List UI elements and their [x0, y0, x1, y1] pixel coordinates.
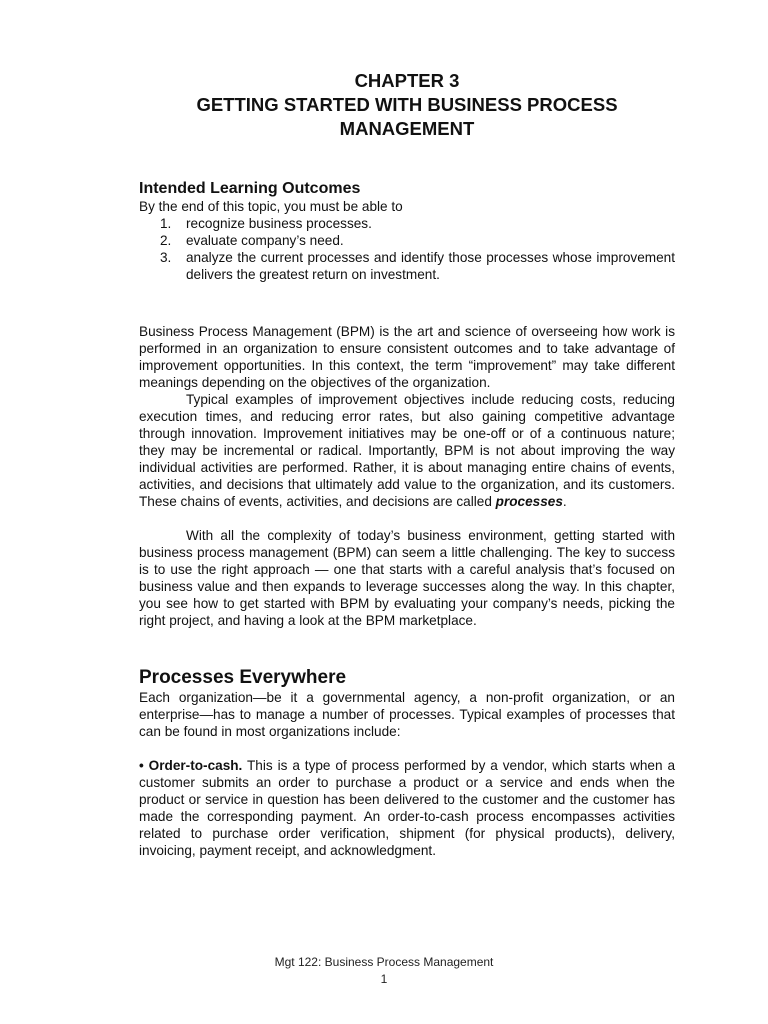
processes-emphasis: processes [495, 494, 563, 509]
outcomes-intro: By the end of this topic, you must be able to [139, 199, 403, 214]
outcome-number: 3. [160, 250, 172, 265]
processes-heading: Processes Everywhere [139, 667, 347, 688]
improvement-paragraph [139, 391, 675, 510]
order-to-cash-text: This is a type of process performed by a vendor, which starts when a customer submits an order to purchase a product or a service and ends when the product or service in question has been delivered to the customer and the customer has made the corresponding payment. An order-to-cash process encompasses activities related to purchase order verification, shipment (for physical products), delivery, invoicing, payment receipt, and acknowledgment. [139, 758, 676, 858]
footer-page-number: 1 [380, 972, 388, 986]
footer-course: Mgt 122: Business Process Management [274, 955, 494, 969]
outcome-item [139, 249, 675, 283]
order-to-cash-term: • Order-to-cash. [139, 758, 243, 773]
getting-started-paragraph: With all the complexity of today’s business environment, getting started with business process management (BPM) can seem a little challenging. The key to success is to use the right approach — one that starts with a careful analysis that’s focused on business value and then expands to leverage successes along the way. In this chapter, you see how to get started with BPM by evaluating your company’s needs, picking the right project, and having a look at the BPM marketplace. [139, 528, 675, 628]
order-to-cash-bullet [139, 757, 675, 859]
outcome-number: 2. [160, 233, 172, 248]
page-footer [0, 954, 768, 988]
outcomes-list [139, 215, 675, 283]
chapter-number: CHAPTER 3 [354, 70, 460, 91]
outcome-item [139, 215, 675, 232]
chapter-title-line-2: MANAGEMENT [339, 118, 475, 139]
chapter-heading [139, 69, 675, 141]
chapter-title-line-1: GETTING STARTED WITH BUSINESS PROCESS [196, 94, 618, 115]
outcome-text: recognize business processes. [186, 216, 372, 231]
processes-intro: Each organization—be it a governmental agency, a non-profit organization, or an enterprise—has to manage a number of processes. Typical examples of processes that can be found in most organizations include: [139, 690, 675, 739]
outcome-text: evaluate company’s need. [186, 233, 344, 248]
outcome-number: 1. [160, 216, 172, 231]
page-content [139, 69, 675, 859]
improvement-text: Typical examples of improvement objectives include reducing costs, reducing execution times, and reducing error rates, but also gaining competitive advantage through innovation. Improvement initiatives may be one-off or of a continuous nature; they may be incremental or radical. Importantly, BPM is not about improving the way individual activities are performed. Rather, it is about managing entire chains of events, activities, and decisions that ultimately add value to the organization, and its customers. These chains of events, activities, and decisions are called [139, 392, 675, 509]
outcome-item [139, 232, 675, 249]
bpm-definition-paragraph: Business Process Management (BPM) is the art and science of overseeing how work is performed in an organization to ensure consistent outcomes and to take advantage of improvement opportunities. In this context, the term “improvement” may take different meanings depending on the objectives of the organization. [139, 324, 675, 390]
outcome-text: analyze the current processes and identify those processes whose improvement delivers the greatest return on investment. [186, 250, 675, 282]
improvement-end: . [562, 494, 567, 509]
outcomes-heading: Intended Learning Outcomes [139, 180, 361, 197]
